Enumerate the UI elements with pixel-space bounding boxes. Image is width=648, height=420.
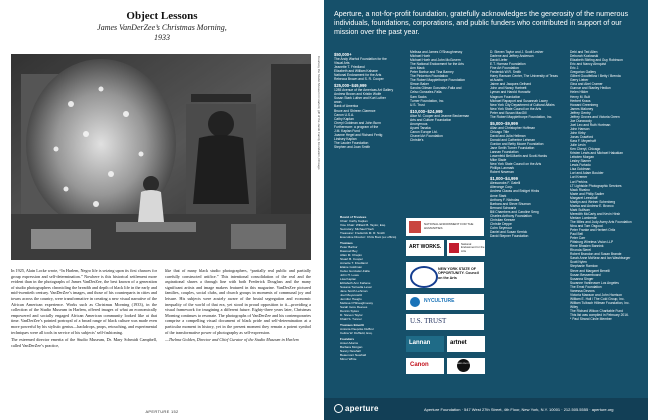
donor-name: Kristen Lewis and Michael Hakakian [570,151,623,156]
donor-name: The Miles and Judy Avery Arts Foundation [570,219,632,224]
donor-name: Lori Perkins [570,179,588,184]
donor-name: Marie and Philip Sadler [570,191,605,196]
donor-name: Harry Ransom Center, The University of Texas [490,74,558,79]
donor-name: J.M. Kaplan Fund [334,128,360,133]
donor-name: Bernard Schwartz [490,205,517,210]
founder-name: Minor White [340,357,357,361]
donor-name: Chicago Title [490,129,510,134]
donor-name: anon. [334,100,343,105]
donor-name: Lori and Adam Boulder [570,171,604,176]
donor-name: Michael Hoeh [410,54,431,59]
trustee-name: Allan M. Chapin [340,253,362,257]
donor-name: The Andy Warhol Foundation for the [334,57,387,61]
founder-name: Ansel Adams [340,341,359,345]
donor-name: Steve and Margaret Benelli [570,268,610,273]
donor-name: Alessandra F. Gatelli [490,181,521,186]
donor-name: Allan and Christopher Hoffman [490,125,536,130]
donor-name: Michael Rapaport and Susannah Lacey [490,98,548,103]
donor-name: Marisa and Andrew E. Bronco [570,203,614,208]
donor-name: Lesley Stamer [570,159,592,164]
donor-tier-heading: $50,000+ [334,52,352,57]
board-officer: Secretary: Michael Hoeh [340,227,374,231]
donor-name: Ayumi Tanaka [410,125,431,130]
sponsor-logos [406,210,486,400]
donor-name: The Ernst Foundation [570,284,602,289]
donor-name: Mark Sullivan [570,207,590,212]
trustee-name: Elizabeth Ann Kahane [340,281,371,285]
donor-name: Herbert Kraus [570,98,591,103]
donor-name: Visual Arts [334,61,350,66]
donor-name: Susan Stark Luther and Kurt Luther [334,96,386,101]
donor-name: Marilyn and Weiner Schenberg [570,199,616,204]
donor-name: Howard Greenberg [570,102,599,107]
donor-name: Andrew Brown and Kristin Wolfe [334,92,382,97]
donor-name: Mack Rivalno [570,187,590,192]
donor-name: Meredith McCarty and Kevin Hirsh [570,211,621,216]
donor-column-1 [334,50,408,149]
lannan-logo: Lannan [406,336,444,352]
trustee-name: Lisa Kaplan [340,277,357,281]
donor-name: D. Steven Taylor and J. Scott Lesher [490,50,544,54]
donor-name: Phillips Lanmark [490,166,515,171]
right-page [324,0,648,420]
trustees-list [340,245,400,321]
donor-name: Gordon and Betty Moore Foundation [490,141,544,146]
donor-name: Donald and Catherine Lehman [490,137,535,142]
donor-name: Peter and Susan MacGill [490,110,527,115]
donor-name: Jaime and Jacques Gelhard [490,82,532,87]
donor-name: E.T. Harmax Foundation [490,62,526,67]
donor-name: Julie Levin [570,143,586,148]
donor-name: Eric and Nancy Ahnquist [570,62,606,67]
donor-name: Victoria Mawson and John Harrison [570,292,622,297]
article-column-1 [11,268,157,350]
emeritus-name: Celina W. Duffield, Esq. [340,331,373,335]
donor-name: The National Endowment for the Arts [410,62,464,67]
donor-name: Ann Mack [410,66,425,71]
subtitle-line-1: James VanDerZee’s Christmas Morning, [97,23,227,32]
donor-name: Michael Hoeh and John McGovern [410,58,461,63]
donor-name: Alteronge Corp. [490,185,514,190]
donor-name: Gregorian Gallery [570,70,597,75]
trustee-name: D. Steven Taylor [340,313,363,317]
us-trust-logo: U.S. TRUST [406,314,484,330]
trustee-name: Jane Smith Lehman [340,289,368,293]
donor-name: David and Julia Hellman [490,133,526,138]
donor-tier-heading: $10,000–$24,999 [410,108,443,114]
donor-name: The Richard Wilcox Charitable Fund [570,309,623,313]
donor-name: Helen Hilder [570,90,589,95]
article-byline: —Thelma Golden, Director and Chief Curator of the Studio Museum in Harlem [165,337,299,343]
donor-name: Stephanie Ramlow [570,264,598,269]
board-officer: Vice Chair: Willard B. Taylor, Esq. [340,223,386,227]
board-officer: Treasurer: Frederick M. R. Smith [340,231,385,235]
donor-name: Frederick W.R. Smith [490,70,522,75]
donor-name: Gina and Abel Cramer [570,82,603,87]
donor-name: Simon Baker [410,82,429,87]
trustee-name: Khalil S. Tunner [340,317,362,321]
donor-name: Rebecca Brown and S. R. Cooper [334,77,384,82]
art-works-logo: ART WORKS. [406,240,444,256]
donor-name: Paul Bell [570,232,584,237]
donor-name: Jeffrey Gentry [570,110,591,115]
donor-name: Bank of America [334,104,359,109]
donor-name: New York City Department of Cultural Affairs [490,102,555,107]
donor-name: Jane Smith Turner Foundation [490,146,535,151]
donor-name: The Lauder Foundation [334,140,369,145]
article-paragraph: The esteemed director emerita of the Studio Museum, Dr. Mary Schmidt Campbell, called VanDerZee’s practice, [11,337,157,348]
donor-name: Elizabeth and William Kahane [334,69,378,74]
donor-name: 1285 Avenue of the Americas Art Gallery [334,88,394,93]
donor-name: Furthermore: a program of the [334,124,379,129]
donor-name: Gilbert Goodfellow / Betty / Brenda [570,74,621,79]
donor-name: * Paul Strand Circle Member [570,317,612,322]
donor-name: Suzanne Vanlieuwer Los Angeles [570,280,619,285]
founders-list [340,341,400,361]
donor-name: Lyman and Harold Horowitz [490,90,531,95]
donor-name: Cheryl Goldman and John Bunn [334,120,381,125]
donor-name: Fine Art Foundation [490,66,519,71]
donor-column-4 [570,50,640,321]
donor-name: Vanessa Devons [570,288,595,293]
donor-name: Margaret Leeshloff [570,195,598,200]
nysca-logo: NEW YORK STATE OF OPPORTUNITY. Council on the Arts [406,262,484,288]
donor-name: John Kirby [570,130,586,135]
article-paragraph: like that of many black studio photographers, “partially real public and partially carefully constructed artifice.” This intentional consolidation of the real and the aspirational shares a through line with both Frederick Douglass and the many significant artists and image makers featured in this magazine. VanDerZee pictured families, couples, social clubs, and church groups in moments of communal joy and leisure. His subjects were acutely aware of the brutal segregation and economic inequality of the world of that era, yet stood in proud opposition to it—providing a visual framework for imagining a different future. Eighty-three years later, Christmas Morning continues to resonate. The photographs of VanDerZee and his contemporaries comprise a compelling visual document of black pride and self-determination at a particular moment in history, yet in the present moment they remain a potent symbol of the transformative power of photography as self-expression. [165,268,311,335]
article-column-2 [165,268,311,345]
trustee-name: Celso Gonzalez-Falla [340,269,370,273]
acknowledgement-intro: Aperture, a not-for-profit foundation, gratefully acknowledges the generosity of the numerous individuals, foundations, corporations, and public funders who contributed in support of our mission over the past year. [334,9,629,36]
donor-name: National Endowment for the Arts [334,73,382,78]
donor-name: Deborah Kozlowski [570,54,599,59]
donor-name: William Tulbach Hillman Foundation, Inc. [570,300,630,305]
donor-name: Lisa Goldman [570,167,591,172]
canon-logo: Canon [406,358,444,374]
donor-name: Darlene and Jeffrey Anderson [490,54,534,59]
artnet-logo: artnet [447,336,485,352]
donor-column-2 [410,50,486,142]
donor-name: Lannan Foundation [490,150,519,155]
donor-tier-heading: $1,000–$4,999 [490,176,518,182]
donor-name: Wiley [570,304,579,309]
trustee-name: Dawoud Bey [340,249,358,253]
photo-credit: Courtesy the Studio Museum in Harlem; gift of the Jacob Family Foundation, Chicago [317,56,321,170]
donor-name: Joel Leo and Ruth Hortman [570,122,611,127]
donor-name: Rhonda Sierel [570,248,591,253]
founders-heading: Founders [340,337,355,341]
donor-name: Mike Slade [490,158,507,163]
donor-name: Peter Barbur and Tina Barney [410,70,454,75]
founder-name: Beaumont Newhall [340,353,366,357]
donor-name: LT Lightside Photographic Services [570,183,622,188]
donor-name: Pittsburg Wireless Vision LLP [570,240,614,245]
nea-logo: National Endowment for the Arts [447,240,485,256]
donor-name: Arts and Culture Foundation [410,117,452,122]
donor-name: Susan Bessemboard [570,272,601,277]
donor-tier-heading: $25,000–$49,999 [334,83,367,89]
christmas-morning-photograph [11,54,311,260]
donor-name: Bill Chambers and Caroline Seng [490,209,539,214]
donor-name: The Pinkerton Foundation [410,74,448,79]
donor-name: Nina and Tom Osgood [570,224,603,229]
donor-name: Bruce and Shireen Clarence [334,108,376,113]
donor-name: Anonymous [410,121,428,126]
page-subtitle [0,23,324,43]
trustee-name: Elaine Goldman [340,265,363,269]
trustee-name: Peter Barbur [340,245,358,249]
donor-name: Jeanette T. Friedland [334,65,365,70]
donor-name: Susanna Singer [570,276,594,281]
donor-name: The Robert Mapplethorpe Foundation [410,78,465,83]
donor-name: Scott Nylen [570,260,587,265]
donor-name: Henry M. Bult [570,94,590,99]
founder-name: Barbara Morgan [340,345,363,349]
donor-name: New York State Council on the Arts [490,106,542,111]
donor-name: Chanel Art Foundation [410,133,443,138]
neh-logo: NATIONAL ENDOWMENT FOR THE HUMANITIES [406,218,484,236]
donor-name: Cathy Kaplan [334,116,354,121]
trustees-heading: Trustees [340,241,353,245]
donor-name: Joanne Hegel and Richard Fertig [334,132,383,137]
subtitle-line-2: 1933 [154,33,170,42]
donor-name: Anne Stark [490,193,507,198]
donor-name: James Maloney [570,106,594,111]
donor-name: Rene Bhasien Bannink [570,244,604,249]
donor-name: Gunnar and Stanley Hedlun [570,86,611,91]
paris-photo-logo: PARIS PHOTO [447,358,485,374]
donor-name: Anthony F. Nicholas [490,197,520,202]
donor-name: Daniel and Susan Kerrick [490,229,528,234]
donor-name: Jonas Crawford [570,134,594,139]
trustee-name: John H. Lowe [340,273,359,277]
donor-name: Peter Carr [570,236,586,241]
donor-name: Gerry Lieber [570,78,589,83]
donor-name: William E. Hull / The Cold Group, Inc. [570,296,625,301]
trustee-name: Annette T. Friedland [340,261,368,265]
emeriti-heading: Trustees Emeriti [340,323,365,327]
donor-name: Robert Brandon and Susan Brande [570,252,622,257]
donor-name: Ken Cheryl, Chicago [570,147,601,152]
donor-name: Andrew Clauss and Bridget Hinks [490,189,540,194]
donor-name: Robert Newman [490,170,514,175]
donor-name: John Hanson [570,126,590,131]
donor-name: Debi and Ted Allen [570,50,598,54]
donor-name: Celso Gonzalez-Falla [410,90,442,95]
donor-name: Elizabeth Stirling and Guy Robinson [570,58,623,63]
founder-name: Nancy Newhall [340,349,361,353]
board-of-trustees [340,215,400,361]
trustee-name: Dennis Sykes [340,309,359,313]
donor-name: Peter Franke and Herbert Ortiz [570,228,616,233]
aperture-ring-icon [334,404,343,413]
donor-name: Jeffrey Groves and Victoria Green [570,114,620,119]
donor-name: The Robert Mapplethorpe Foundation, Inc. [490,114,553,119]
donor-name: Magnum Foundation [490,94,521,99]
donor-name: Canon Europe Ltd. [410,129,438,134]
donor-name: This list was compiled in February 2016. [570,313,629,318]
trustee-name: Joel Meyerowitz [340,293,363,297]
donor-name: Christie Deppe [490,221,512,226]
trustee-name: Stuart B. Cooper [340,257,364,261]
emeriti-list [340,327,400,335]
donor-name: Sam Sacks [410,94,427,99]
donor-name: Lori Kremer [570,175,588,180]
donor-name: at Austin [490,78,503,83]
footer-address: Aperture Foundation · 547 West 27th Street, 4th Floor, New York, N.Y. 10001 · 212.505.5555 · aperture.org [424,407,614,412]
emeritus-name: Antonia Paepcke DuBrul [340,327,374,331]
donor-name: David Stepner Foundation [490,233,529,238]
trustee-name: Melissa O'Shaughnessy [340,301,374,305]
article-paragraph: In 1925, Alain Locke wrote, “In Harlem, Negro life is seizing upon its first chances for group expression and self-determination.” Nowhere is this historical settlement more evident than in the photographs of James VanDerZee, the best known of a generation of studio photographers chronicling the breadth and depth of black life in the early and mid-twentieth century. VanDerZee’s images, and those of his counterparts in cities and towns across the country, were transformative in creating a new visual narrative of the African American experience. Works such as Christmas Morning (1933), in the collection of the Studio Museum in Harlem, offered images of what an economically empowered and socially engaged African American community looked like at that time. VanDerZee’s pointed portrayal of a broad range of black culture was made even more powerful by his stylistic genius—backdrops, props, retouching, and experimental techniques were all tools in service of his subjects’ self-fashioning. [11,268,157,335]
trustee-name: Jennifer Hauglo [340,297,362,301]
board-officer: Chair: Cathy Kaplan [340,219,368,223]
donor-name: Meriam Lomberde [570,215,597,220]
donor-name: Alice M. Cooper and Jeanne Beckerman [410,113,470,118]
donor-tier-heading: $5,000–$9,999 [490,120,518,126]
donor-name: Charles Anthony Foundation [490,213,532,218]
board-officers [340,219,400,239]
donor-name: Kara F. Meyerhoff [570,139,596,144]
aperture-logo: aperture [334,404,379,413]
board-officer: Executive Director: Chris Boot (ex officio) [340,235,397,239]
donor-name: Melissa and James O'Shaughnessy [410,50,463,54]
donor-name: Barbara and Steve Shuman [490,201,531,206]
donor-name: Joe Dunwoody [570,118,592,123]
donor-name: New York State Council on the Arts [490,162,542,167]
donor-name: Cohn Seymour [490,225,512,230]
trustee-name: Susana Torruella Leval [340,285,372,289]
donor-name: David Liefer [490,58,508,63]
page-footer: APERTURE 152 [145,409,179,414]
board-heading: Board of Trustees [340,215,367,219]
donor-name: Lewis Furtado [570,163,591,168]
donor-name: Leboten Morgan [570,155,595,160]
donor-name: Lowenfeld Bell-Martin and Scott-Hanks [490,154,547,159]
donor-name: Canon U.S.A. [334,112,355,117]
donor-name: John and Nancy Hartnett [490,86,527,91]
donor-name: Sarah Anne McNear and Ian Washburger [570,256,631,261]
donor-name: U.S. Trust [410,102,425,107]
donor-column-3 [490,50,566,238]
donor-name: Lindsey Kaplan [334,136,357,141]
donor-name: Christie's [410,137,424,142]
page-title: Object Lessons [126,10,198,22]
nyculture-logo: NYCULTURE [406,294,484,310]
donor-name: Stephen and Joan Smith [334,144,371,149]
trustee-name: Sarah Gore Reeves [340,305,368,309]
donor-name: Eric J. [570,66,580,71]
donor-name: Sandra Gilman Gonzalez-Falla and [410,86,462,91]
donor-name: Christian Keesee [490,217,516,222]
donor-name: Turner Foundation, Inc. [410,98,445,103]
